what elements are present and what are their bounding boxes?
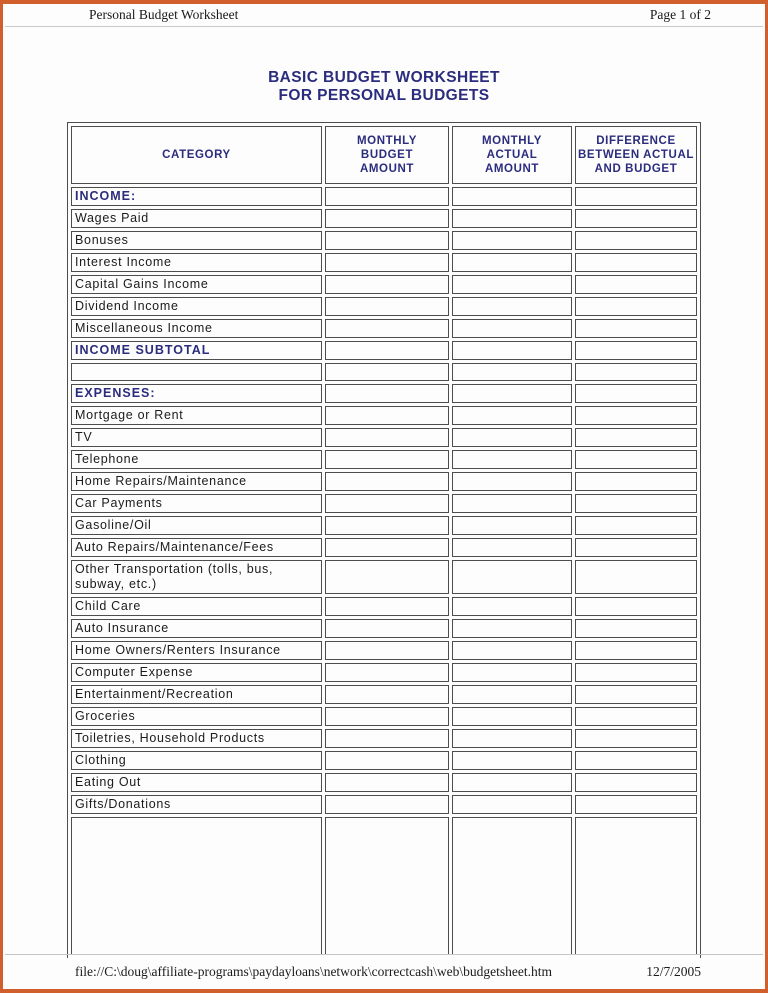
category-cell: Computer Expense bbox=[71, 663, 322, 682]
worksheet-title-line1: BASIC BUDGET WORKSHEET bbox=[268, 69, 500, 86]
category-cell: Home Repairs/Maintenance bbox=[71, 472, 322, 491]
difference-cell bbox=[575, 707, 697, 726]
difference-cell bbox=[575, 641, 697, 660]
actual-amount-cell bbox=[452, 319, 572, 338]
budget-amount-cell bbox=[325, 253, 449, 272]
budget-amount-cell bbox=[325, 428, 449, 447]
budget-amount-cell bbox=[325, 538, 449, 557]
category-cell: Mortgage or Rent bbox=[71, 406, 322, 425]
actual-amount-cell bbox=[452, 773, 572, 792]
table-row bbox=[71, 773, 697, 792]
difference-cell bbox=[575, 538, 697, 557]
budget-amount-cell bbox=[325, 751, 449, 770]
worksheet-title-line2: FOR PERSONAL BUDGETS bbox=[278, 87, 490, 104]
category-cell: TV bbox=[71, 428, 322, 447]
budget-amount-cell bbox=[325, 231, 449, 250]
actual-amount-cell bbox=[452, 297, 572, 316]
category-cell: Eating Out bbox=[71, 773, 322, 792]
difference-cell bbox=[575, 773, 697, 792]
difference-cell bbox=[575, 384, 697, 403]
difference-cell bbox=[575, 275, 697, 294]
budget-amount-cell bbox=[325, 560, 449, 594]
difference-cell bbox=[575, 231, 697, 250]
category-cell: Capital Gains Income bbox=[71, 275, 322, 294]
actual-amount-cell bbox=[452, 663, 572, 682]
table-row bbox=[71, 384, 697, 403]
actual-amount-cell bbox=[452, 363, 572, 381]
category-cell: EXPENSES: bbox=[71, 384, 322, 403]
budget-amount-cell bbox=[325, 729, 449, 748]
category-cell: Bonuses bbox=[71, 231, 322, 250]
actual-amount-cell bbox=[452, 597, 572, 616]
table-row bbox=[71, 516, 697, 535]
actual-amount-cell bbox=[452, 472, 572, 491]
category-cell bbox=[71, 817, 322, 955]
actual-amount-cell bbox=[452, 209, 572, 228]
budget-amount-cell bbox=[325, 275, 449, 294]
table-row bbox=[71, 253, 697, 272]
document-title: Personal Budget Worksheet bbox=[89, 7, 239, 22]
column-header-monthly-actual: MONTHLY ACTUAL AMOUNT bbox=[452, 126, 572, 184]
category-cell: Telephone bbox=[71, 450, 322, 469]
difference-cell bbox=[575, 751, 697, 770]
column-header-monthly-budget: MONTHLY BUDGET AMOUNT bbox=[325, 126, 449, 184]
difference-cell bbox=[575, 619, 697, 638]
table-row bbox=[71, 641, 697, 660]
budget-amount-cell bbox=[325, 297, 449, 316]
budget-amount-cell bbox=[325, 641, 449, 660]
category-cell: Car Payments bbox=[71, 494, 322, 513]
table-row bbox=[71, 319, 697, 338]
budget-amount-cell bbox=[325, 707, 449, 726]
difference-cell bbox=[575, 319, 697, 338]
difference-cell bbox=[575, 729, 697, 748]
difference-cell bbox=[575, 406, 697, 425]
budget-amount-cell bbox=[325, 450, 449, 469]
budget-amount-cell bbox=[325, 619, 449, 638]
budget-amount-cell bbox=[325, 494, 449, 513]
category-cell: Groceries bbox=[71, 707, 322, 726]
actual-amount-cell bbox=[452, 341, 572, 360]
difference-cell bbox=[575, 341, 697, 360]
actual-amount-cell bbox=[452, 187, 572, 206]
category-cell: Wages Paid bbox=[71, 209, 322, 228]
table-row bbox=[71, 817, 697, 955]
table-row bbox=[71, 663, 697, 682]
difference-cell bbox=[575, 450, 697, 469]
budget-amount-cell bbox=[325, 406, 449, 425]
worksheet-title bbox=[3, 69, 765, 105]
budget-amount-cell bbox=[325, 685, 449, 704]
budget-amount-cell bbox=[325, 472, 449, 491]
table-row bbox=[71, 751, 697, 770]
category-cell: Gasoline/Oil bbox=[71, 516, 322, 535]
table-row bbox=[71, 297, 697, 316]
actual-amount-cell bbox=[452, 275, 572, 294]
table-row bbox=[71, 275, 697, 294]
actual-amount-cell bbox=[452, 253, 572, 272]
budget-amount-cell bbox=[325, 209, 449, 228]
category-cell: Other Transportation (tolls, bus, subway, etc.) bbox=[71, 560, 322, 594]
budget-amount-cell bbox=[325, 817, 449, 955]
category-cell: Home Owners/Renters Insurance bbox=[71, 641, 322, 660]
budget-amount-cell bbox=[325, 597, 449, 616]
budget-amount-cell bbox=[325, 795, 449, 814]
category-cell: Clothing bbox=[71, 751, 322, 770]
difference-cell bbox=[575, 685, 697, 704]
table-row bbox=[71, 619, 697, 638]
table-row bbox=[71, 231, 697, 250]
category-cell: Auto Insurance bbox=[71, 619, 322, 638]
difference-cell bbox=[575, 187, 697, 206]
category-cell: Child Care bbox=[71, 597, 322, 616]
actual-amount-cell bbox=[452, 619, 572, 638]
actual-amount-cell bbox=[452, 685, 572, 704]
actual-amount-cell bbox=[452, 538, 572, 557]
difference-cell bbox=[575, 494, 697, 513]
difference-cell bbox=[575, 663, 697, 682]
actual-amount-cell bbox=[452, 516, 572, 535]
table-row bbox=[71, 472, 697, 491]
actual-amount-cell bbox=[452, 641, 572, 660]
table-row bbox=[71, 685, 697, 704]
print-footer bbox=[5, 954, 763, 984]
category-cell: INCOME SUBTOTAL bbox=[71, 341, 322, 360]
table-row bbox=[71, 209, 697, 228]
actual-amount-cell bbox=[452, 494, 572, 513]
page-indicator: Page 1 of 2 bbox=[649, 7, 711, 22]
table-row bbox=[71, 597, 697, 616]
actual-amount-cell bbox=[452, 751, 572, 770]
table-row bbox=[71, 187, 697, 206]
category-cell: Toiletries, Household Products bbox=[71, 729, 322, 748]
print-header bbox=[89, 7, 711, 26]
category-cell: Auto Repairs/Maintenance/Fees bbox=[71, 538, 322, 557]
column-header-category: CATEGORY bbox=[71, 126, 322, 184]
table-row bbox=[71, 428, 697, 447]
table-body bbox=[71, 187, 697, 955]
difference-cell bbox=[575, 428, 697, 447]
actual-amount-cell bbox=[452, 729, 572, 748]
difference-cell bbox=[575, 472, 697, 491]
difference-cell bbox=[575, 560, 697, 594]
table-row bbox=[71, 494, 697, 513]
table-row bbox=[71, 729, 697, 748]
table-row bbox=[71, 707, 697, 726]
difference-cell bbox=[575, 253, 697, 272]
budget-amount-cell bbox=[325, 384, 449, 403]
difference-cell bbox=[575, 297, 697, 316]
actual-amount-cell bbox=[452, 795, 572, 814]
table-row bbox=[71, 341, 697, 360]
actual-amount-cell bbox=[452, 817, 572, 955]
budget-table bbox=[67, 122, 701, 958]
category-cell: Gifts/Donations bbox=[71, 795, 322, 814]
category-cell: Entertainment/Recreation bbox=[71, 685, 322, 704]
actual-amount-cell bbox=[452, 384, 572, 403]
difference-cell bbox=[575, 795, 697, 814]
budget-amount-cell bbox=[325, 516, 449, 535]
difference-cell bbox=[575, 209, 697, 228]
table-row bbox=[71, 406, 697, 425]
budget-amount-cell bbox=[325, 319, 449, 338]
category-cell: INCOME: bbox=[71, 187, 322, 206]
column-header-difference: DIFFERENCE BETWEEN ACTUAL AND BUDGET bbox=[575, 126, 697, 184]
category-cell: Interest Income bbox=[71, 253, 322, 272]
category-cell: Dividend Income bbox=[71, 297, 322, 316]
table-row bbox=[71, 538, 697, 557]
budget-amount-cell bbox=[325, 363, 449, 381]
budget-amount-cell bbox=[325, 341, 449, 360]
difference-cell bbox=[575, 516, 697, 535]
difference-cell bbox=[575, 817, 697, 955]
budget-amount-cell bbox=[325, 663, 449, 682]
footer-date: 12/7/2005 bbox=[646, 964, 701, 979]
budget-amount-cell bbox=[325, 187, 449, 206]
actual-amount-cell bbox=[452, 428, 572, 447]
table-row bbox=[71, 560, 697, 594]
actual-amount-cell bbox=[452, 231, 572, 250]
table-header-row bbox=[71, 126, 697, 184]
table-row bbox=[71, 363, 697, 381]
budget-amount-cell bbox=[325, 773, 449, 792]
difference-cell bbox=[575, 363, 697, 381]
actual-amount-cell bbox=[452, 707, 572, 726]
actual-amount-cell bbox=[452, 560, 572, 594]
header-rule bbox=[5, 26, 763, 27]
file-path: file://C:\doug\affiliate-programs\paydayloans\network\correctcash\web\budgetsheet.htm bbox=[75, 964, 552, 979]
category-cell bbox=[71, 363, 322, 381]
table-row bbox=[71, 795, 697, 814]
difference-cell bbox=[575, 597, 697, 616]
category-cell: Miscellaneous Income bbox=[71, 319, 322, 338]
actual-amount-cell bbox=[452, 450, 572, 469]
actual-amount-cell bbox=[452, 406, 572, 425]
table-row bbox=[71, 450, 697, 469]
